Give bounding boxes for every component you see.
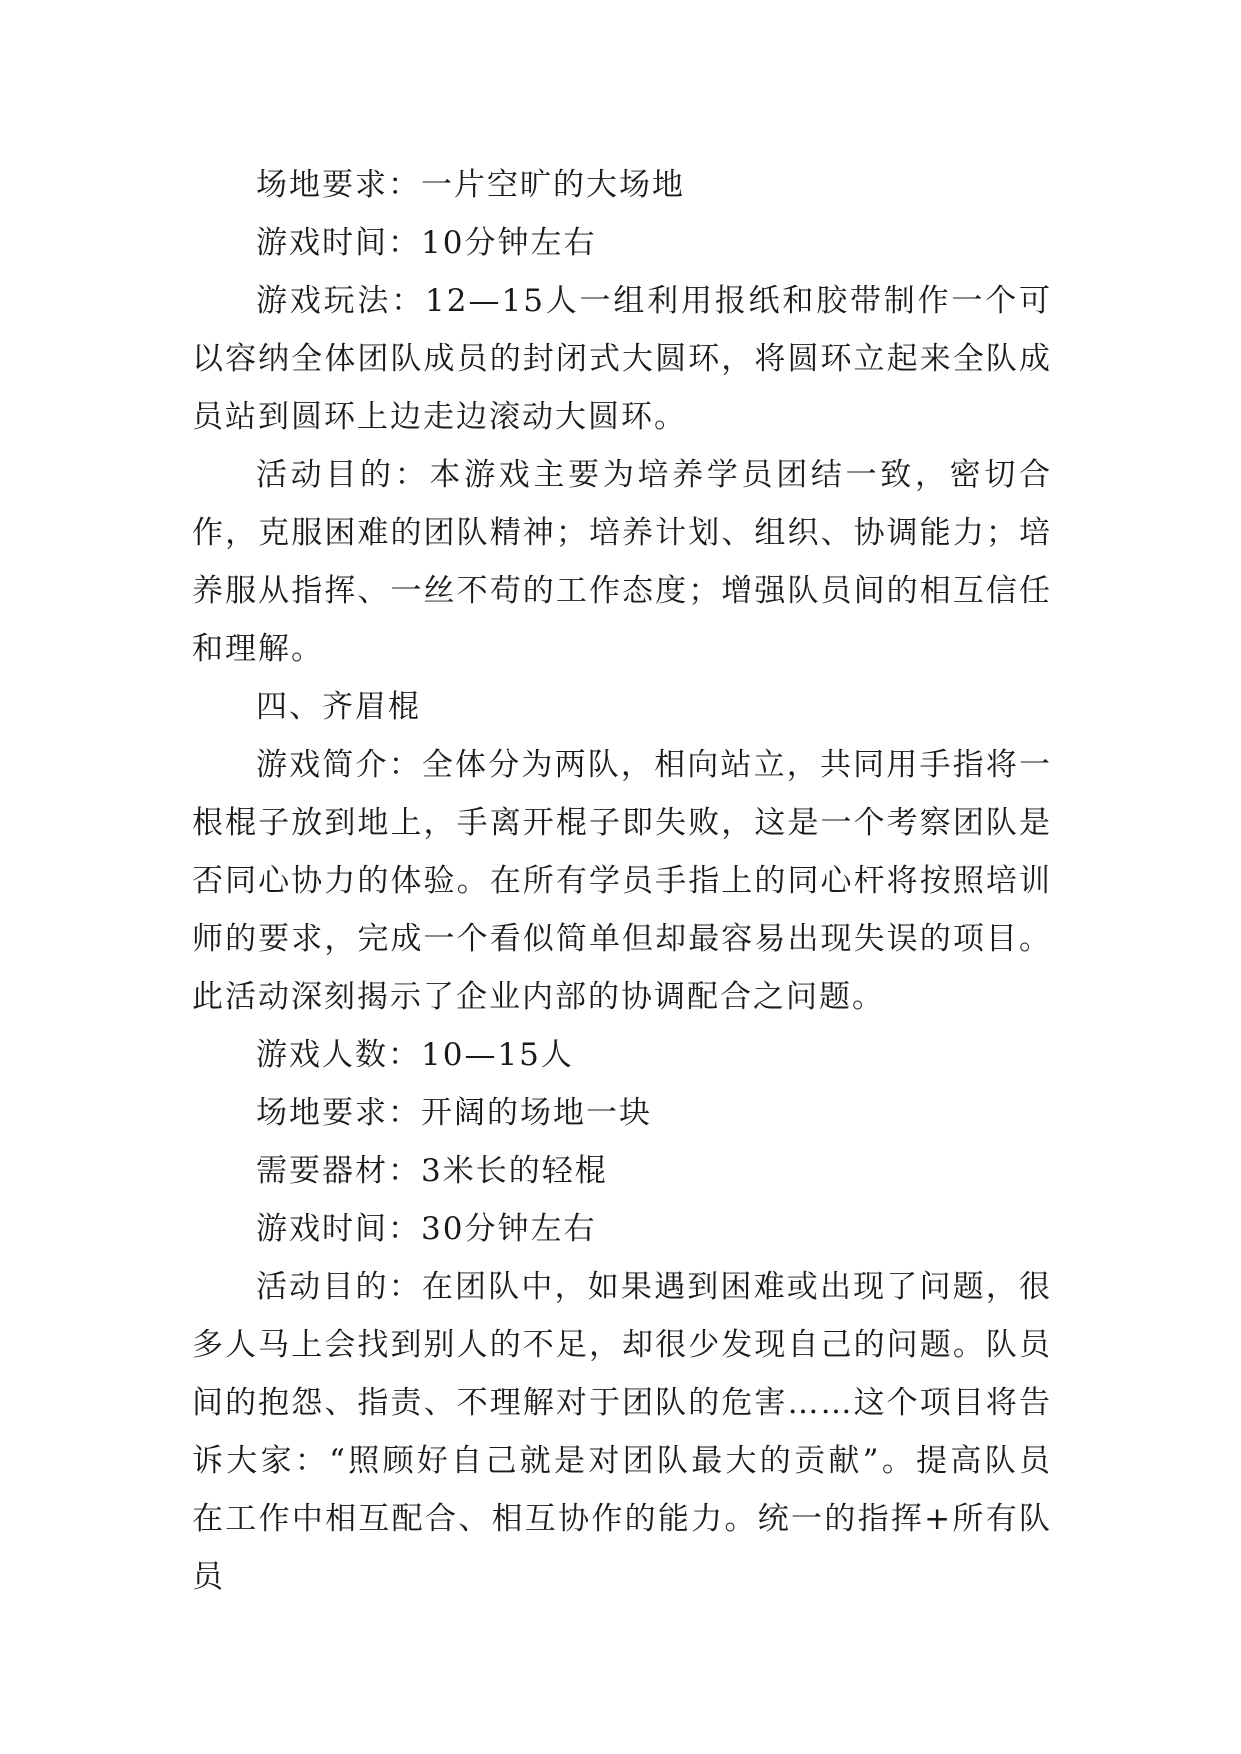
paragraph-gameplay: 游戏玩法：12—15人一组利用报纸和胶带制作一个可以容纳全体团队成员的封闭式大圆环，将圆环立起来全队成员站到圆环上边走边滚动大圆环。 xyxy=(192,283,1052,435)
paragraph-activity-purpose-2: 活动目的：在团队中，如果遇到困难或出现了问题，很多人马上会找到别人的不足，却很少发现自己的问题。队员间的抱怨、指责、不理解对于团队的危害……这个项目将告诉大家：“照顾好自己就是对团队最大的贡献”。提高队员在工作中相互配合、相互协作的能力。统一的指挥+所有队员 xyxy=(192,1269,1052,1595)
paragraph-activity-purpose: 活动目的：本游戏主要为培养学员团结一致，密切合作，克服困难的团队精神；培养计划、组织、协调能力；培养服从指挥、一丝不苟的工作态度；增强队员间的相互信任和理解。 xyxy=(192,457,1052,667)
paragraph-game-time: 游戏时间：10分钟左右 xyxy=(256,225,597,261)
document-body xyxy=(192,156,1052,1606)
section-heading-qimeigun: 四、齐眉棍 xyxy=(256,689,421,725)
paragraph-equipment: 需要器材：3米长的轻棍 xyxy=(256,1153,608,1189)
paragraph-player-count: 游戏人数：10—15人 xyxy=(256,1037,574,1073)
paragraph-game-intro: 游戏简介：全体分为两队，相向站立，共同用手指将一根棍子放到地上，手离开棍子即失败，这是一个考察团队是否同心协力的体验。在所有学员手指上的同心杆将按照培训师的要求，完成一个看似简单但却最容易出现失误的项目。此活动深刻揭示了企业内部的协调配合之问题。 xyxy=(192,747,1052,1015)
paragraph-venue-requirement-2: 场地要求：开阔的场地一块 xyxy=(256,1095,652,1131)
paragraph-game-time-2: 游戏时间：30分钟左右 xyxy=(256,1211,597,1247)
paragraph-venue-requirement: 场地要求：一片空旷的大场地 xyxy=(256,167,685,203)
